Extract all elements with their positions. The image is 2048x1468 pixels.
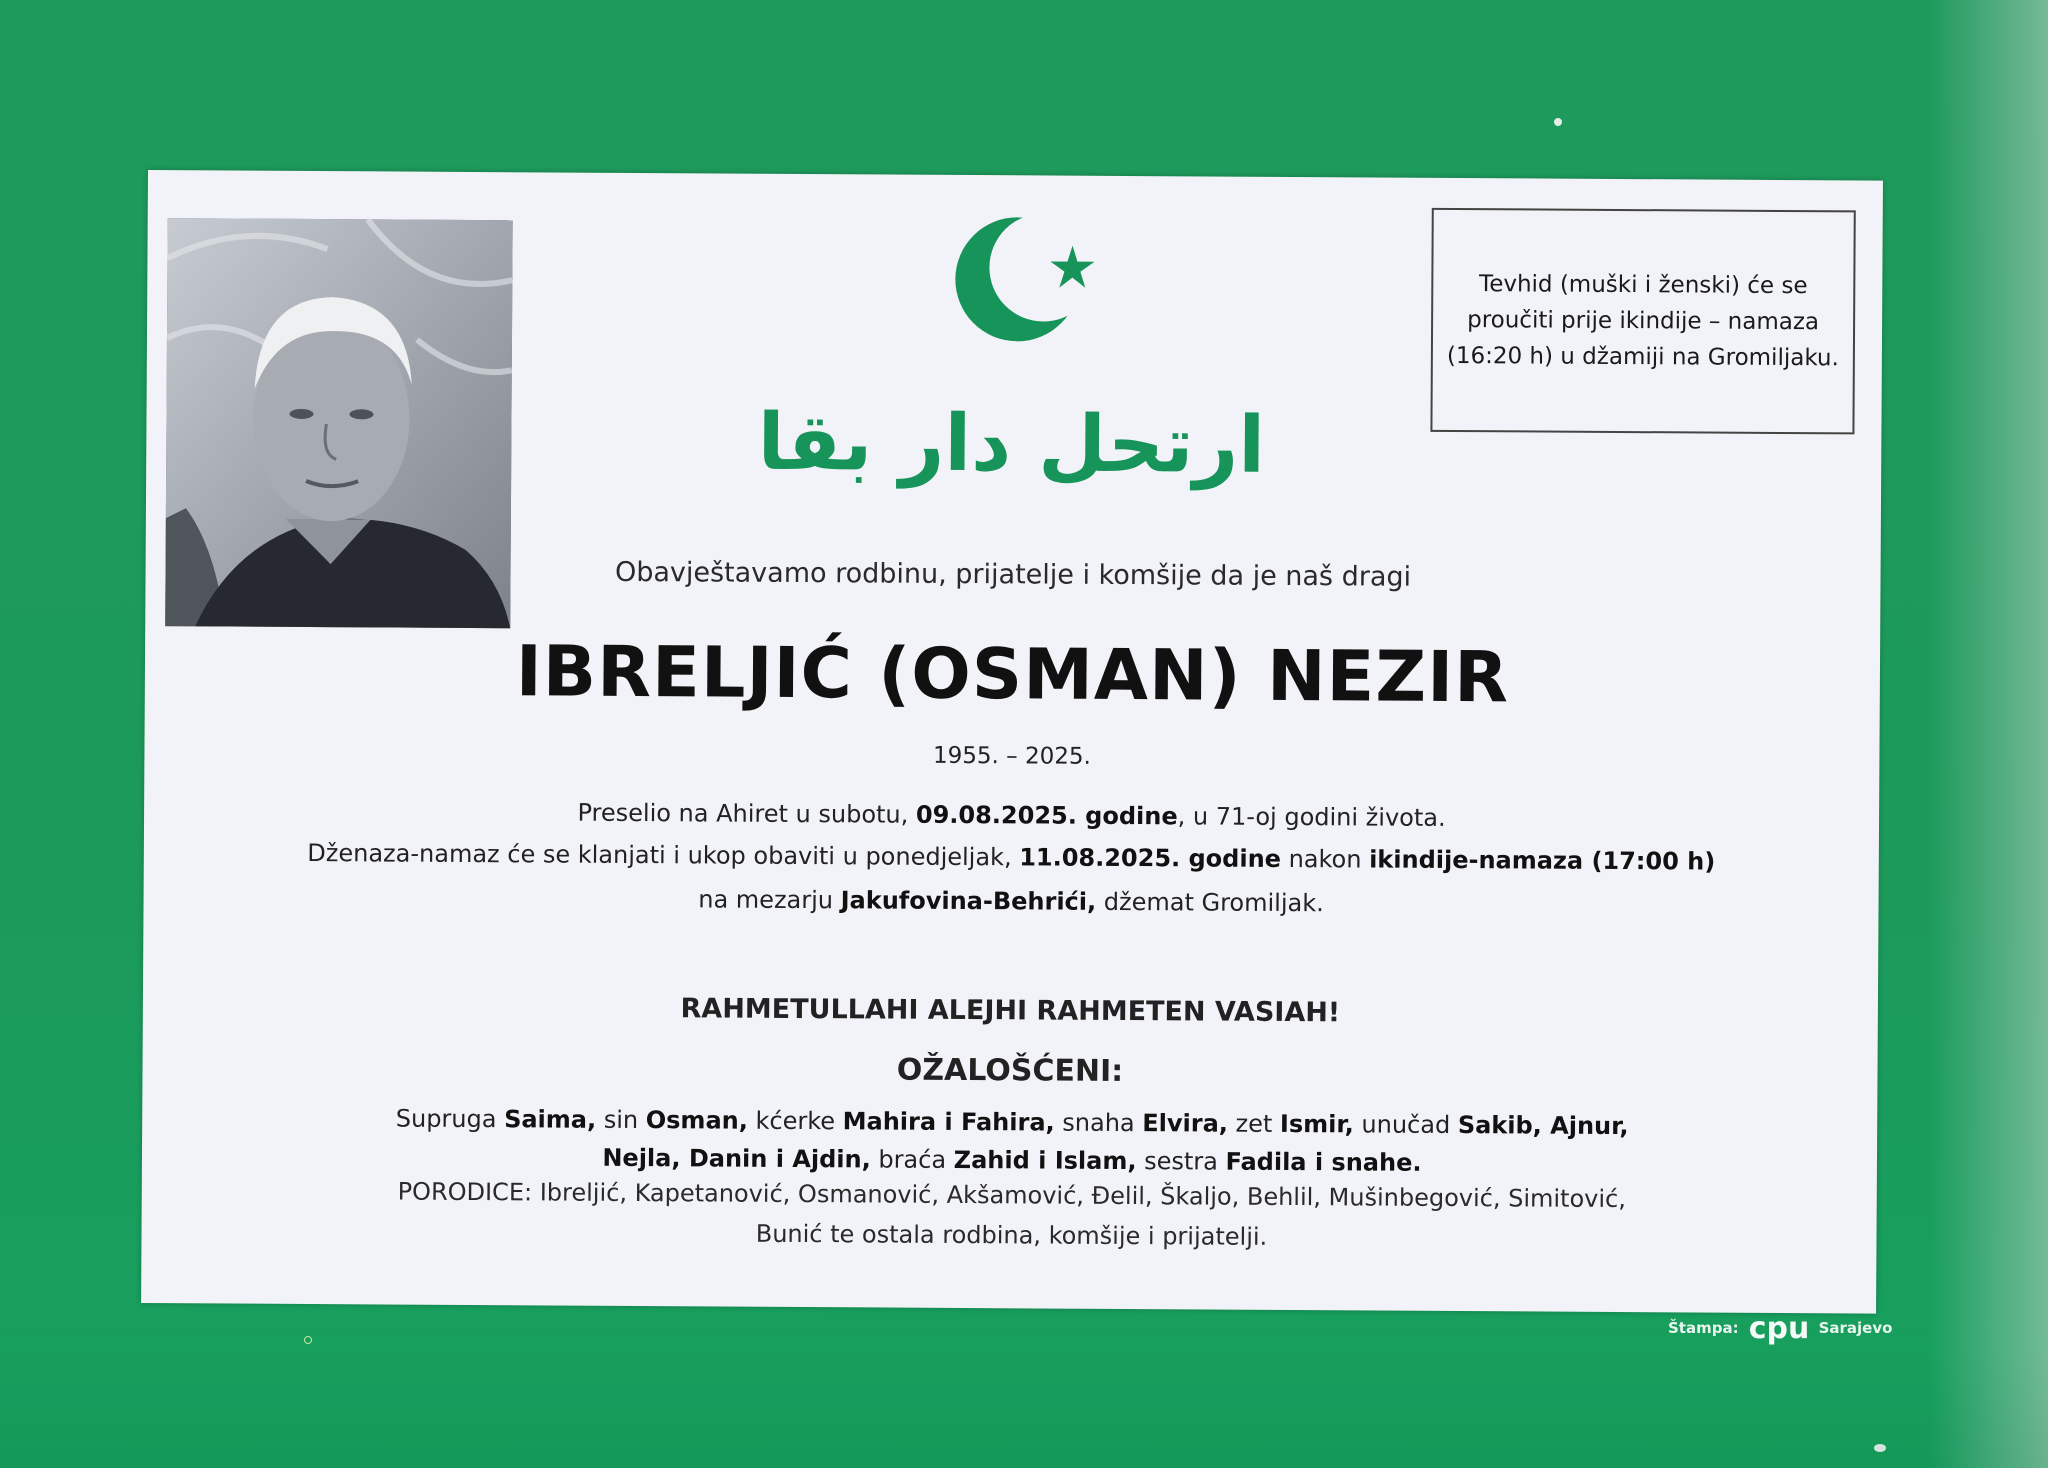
funeral-time: ikindije-namaza (17:00 h) (1369, 845, 1716, 876)
svg-text:ارتحل دار بقا: ارتحل دار بقا (757, 397, 1266, 491)
arabic-calligraphy (757, 364, 1266, 516)
funeral-line: Dženaza-namaz će se klanjati i ukop obaviti u ponedjeljak, 11.08.2025. godine nakon ikindije-namaza (17:00 h) (307, 838, 1716, 876)
prayer-line: RAHMETULLAHI ALEJHI RAHMETEN VASIAH! (680, 993, 1341, 1029)
tevhid-notice-box (1430, 208, 1855, 435)
printer-mark (1668, 1308, 1892, 1348)
obituary-sheet (141, 170, 1883, 1314)
crescent-star-icon (947, 209, 1108, 360)
printer-logo (1745, 1310, 1813, 1346)
printer-label: Štampa: (1668, 1319, 1739, 1337)
background-speck (304, 1336, 312, 1344)
life-years: 1955. – 2025. (932, 742, 1091, 770)
deceased-name: IBRELJIĆ (OSMAN) NEZIR (515, 630, 1510, 719)
tevhid-notice-text: Tevhid (muški i ženski) će se proučiti prije ikindije – namaza (16:20 h) u džamiji na Gromiljaku. (1446, 271, 1839, 372)
death-date: 09.08.2025. godine (915, 800, 1178, 831)
printer-city: Sarajevo (1818, 1319, 1893, 1337)
background-speck (1874, 1444, 1886, 1452)
death-announcement-line: Preselio na Ahiret u subotu, 09.08.2025. godine, u 71-oj godini života. (577, 798, 1446, 832)
funeral-date: 11.08.2025. godine (1019, 843, 1282, 873)
svg-text:cpu: cpu (1748, 1311, 1809, 1346)
background-shadow-bottom (0, 1348, 2048, 1468)
intro-text: Obavještavamo rodbinu, prijatelje i komšije da je naš dragi (614, 556, 1412, 593)
mourners-title: OŽALOŠĆENI: (896, 1052, 1124, 1089)
burial-line: na mezarju Jakufovina-Behrići, džemat Gromiljak. (698, 885, 1324, 918)
family-list: Supruga Saima, sin Osman, kćerke Mahira i Fahira, snaha Elvira, zet Ismir, unučad Sakib, Ajnur, Nejla, Danin i Ajdin, braća Zahid i Islam, sestra Fadila i snahe. (395, 1104, 1629, 1177)
background-shadow (1928, 0, 2048, 1468)
burial-place: Jakufovina-Behrići, (840, 886, 1097, 916)
background-speck (1554, 118, 1562, 126)
families-list: PORODICE: Ibreljić, Kapetanović, Osmanović, Akšamović, Đelil, Škaljo, Behlil, Mušinbegović, Simitović, Bunić te ostala rodbina, komšije i prijatelji. (397, 1177, 1626, 1251)
